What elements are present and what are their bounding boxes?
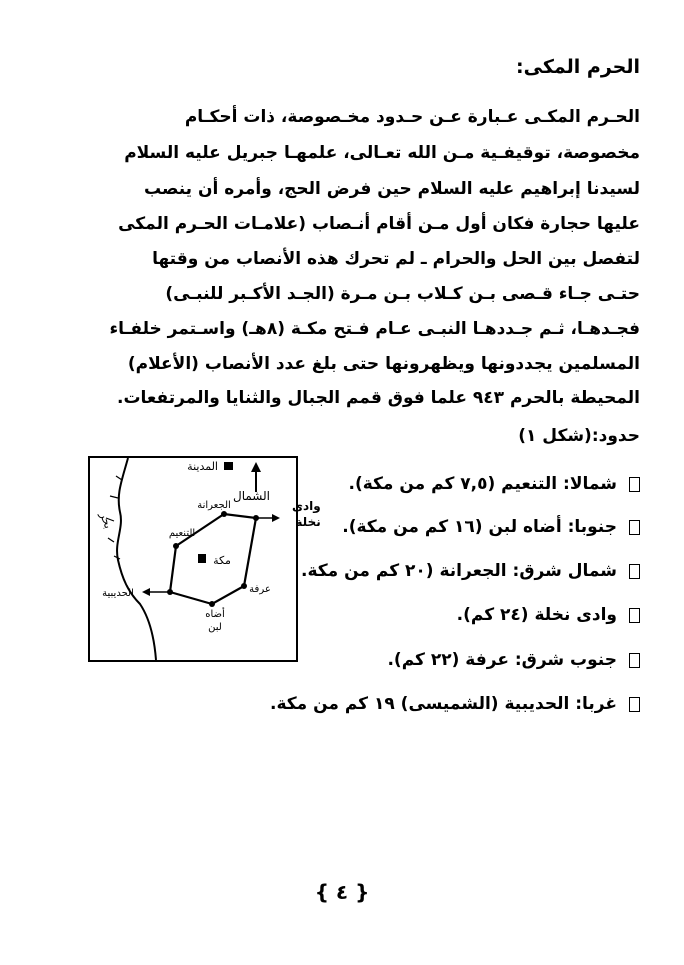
adah-label: أضاه xyxy=(205,609,225,620)
boundary-item xyxy=(457,601,640,629)
boundary-item xyxy=(349,470,641,498)
paragraph-line: المسلمين يجددونها ويظهرونها حتى بلغ عدد الأنصاب (الأعلام) xyxy=(127,354,640,374)
boundary-text: جنوبا: أضاه لبن (١٦ كم من مكة). xyxy=(342,517,617,537)
hudaybiya-label: الحديبية xyxy=(102,588,134,599)
boundary-item xyxy=(301,557,640,585)
checkbox-bullet-icon xyxy=(629,477,640,492)
paragraph-line: لسيدنا إبراهيم عليه السلام حين فرض الحج، وأمره أن ينصب xyxy=(144,179,640,199)
north-label: الشمال xyxy=(232,489,270,503)
checkbox-bullet-icon xyxy=(629,564,640,579)
makkah-marker xyxy=(198,554,206,563)
paragraph-line: لتفصل بين الحل والحرام ـ لم تحرك هذه الأنصاب من وقتها xyxy=(152,249,640,269)
checkbox-bullet-icon xyxy=(629,653,640,668)
paragraph-line: عليها حجارة فكان أول مـن أقام أنـصاب (علامـات الحـرم المكى xyxy=(118,214,640,234)
boundary-item xyxy=(342,513,640,541)
boundary-item xyxy=(270,690,640,718)
checkbox-bullet-icon xyxy=(629,697,640,712)
boundary-text: جنوب شرق: عرفة (٢٢ كم). xyxy=(387,650,617,670)
paragraph-line: المحيطة بالحرم ٩٤٣ علما فوق قمم الجبال والثنايا والمرتفعات. xyxy=(116,388,640,408)
wadi-label: وادى xyxy=(292,499,321,513)
paragraph-line: الحـرم المكـى عـبارة عـن حـدود مخـصوصة، ذات أحكـام xyxy=(184,107,640,127)
haram-boundaries-map xyxy=(88,456,298,662)
figure-label: حدود:(شكل ١) xyxy=(518,426,640,446)
makkah-label: مكة xyxy=(213,554,231,567)
checkbox-bullet-icon xyxy=(629,520,640,535)
tanim-label: التنعيم xyxy=(168,528,196,539)
nakhla-label: نخلة xyxy=(295,515,321,529)
arafa-label: عرفة xyxy=(249,584,271,595)
checkbox-bullet-icon xyxy=(629,608,640,623)
page-number: { ٤ } xyxy=(314,880,370,904)
wadi-nakhla-callout xyxy=(292,498,321,530)
jiirana-label: الجعرانة xyxy=(197,500,231,511)
arafa-point xyxy=(241,583,247,589)
paragraph-line: حتـى جـاء قـصى بـن كـلاب بـن مـرة (الجـد الأكـبر للنبـى) xyxy=(165,284,640,304)
madina-label: المدينة xyxy=(187,460,218,473)
jiirana-point xyxy=(221,511,227,517)
boundary-text: وادى نخلة (٢٤ كم). xyxy=(456,605,617,625)
boundary-text: شمالا: التنعيم (٧,٥ كم من مكة). xyxy=(348,474,617,494)
madina-marker xyxy=(224,462,233,470)
boundary-text: شمال شرق: الجعرانة (٢٠ كم من مكة. xyxy=(301,561,617,581)
section-heading: الحرم المكى: xyxy=(516,56,640,78)
tanim-point xyxy=(173,543,179,549)
sea-label: بحر xyxy=(97,510,115,531)
paragraph-line: فجـدهـا، ثـم جـددهـا النبـى عـام فـتح مكـة (٨هـ) واسـتمر خلفـاء xyxy=(109,319,640,339)
adah-point xyxy=(209,601,215,607)
boundary-text: غربا: الحديبية (الشميسى) ١٩ كم من مكة. xyxy=(270,694,617,714)
laban-label: لبن xyxy=(208,622,222,633)
paragraph-line: مخصوصة، توقيفـية مـن الله تعـالى، علمهـا جبريل عليه السلام xyxy=(124,143,640,163)
boundary-item xyxy=(387,646,640,674)
